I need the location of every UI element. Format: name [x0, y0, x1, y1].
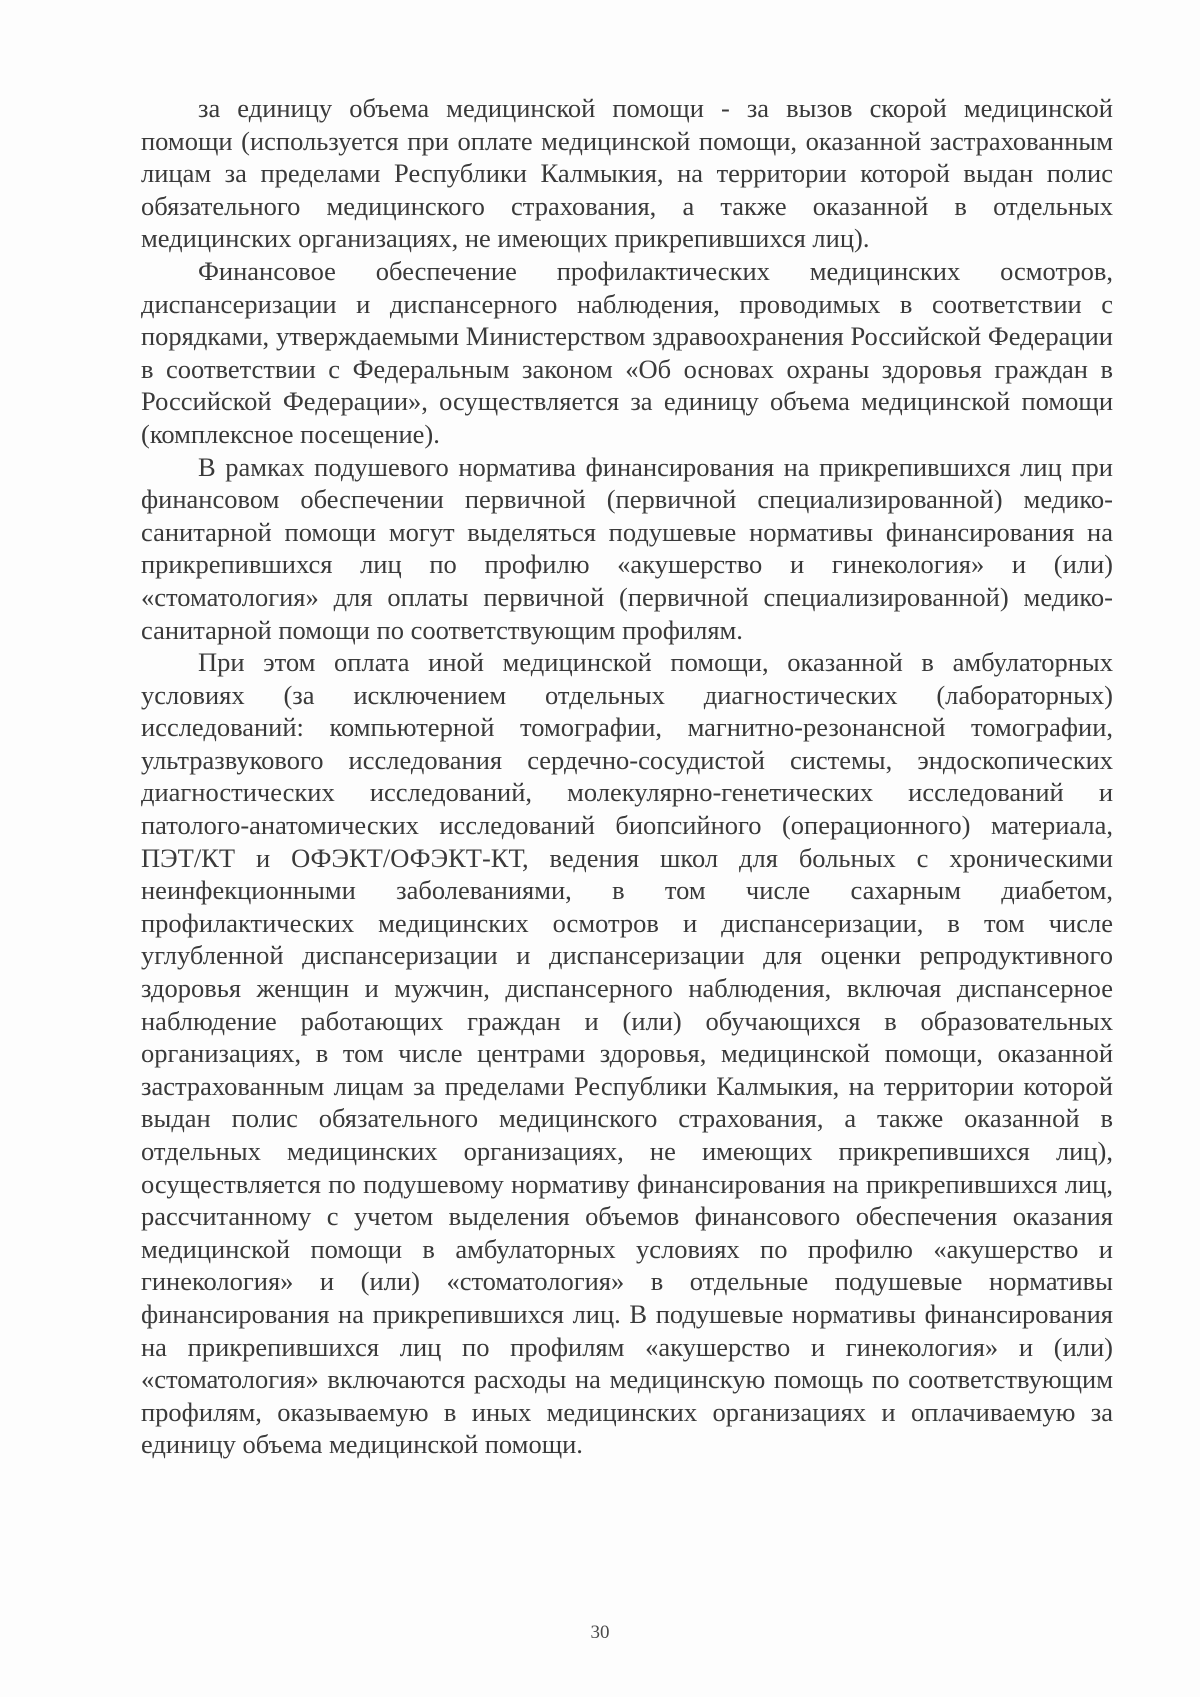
- paragraph-continuation: за единицу объема медицинской помощи - за вызов скорой медицинской помощи (используется при оплате медицинской помощи, оказанной застрахованным лицам за пределами Республики Калмыкия, на территории которой выдан полис обязательного медицинского страхования, а также оказанной в отдельных медицинских организациях, не имеющих прикрепившихся лиц).: [141, 93, 1113, 254]
- paragraph-preventive-exams: Финансовое обеспечение профилактических медицинских осмотров, диспансеризации и диспансерного наблюдения, проводимых в соответствии с порядками, утверждаемыми Министерством здравоохранения Российской Федерации в соответствии с Федеральным законом «Об основах охраны здоровья граждан в Российской Федерации», осуществляется за единицу объема медицинской помощи (комплексное посещение).: [141, 255, 1113, 449]
- page-number: 30: [590, 1622, 610, 1643]
- paragraph-per-capita-standard: В рамках подушевого норматива финансирования на прикрепившихся лиц при финансовом обеспечении первичной (первичной специализированной) медико-санитарной помощи могут выделяться подушевые нормативы финансирования на прикрепившихся лиц по профилю «акушерство и гинекология» и (или) «стоматология» для оплаты первичной (первичной специализированной) медико-санитарной помощи по соответствующим профилям.: [141, 451, 1113, 645]
- body-text: [141, 92, 1113, 1461]
- paragraph-outpatient-payment: При этом оплата иной медицинской помощи, оказанной в амбулаторных условиях (за исключением отдельных диагностических (лабораторных) исследований: компьютерной томографии, магнитно-резонансной томографии, ультразвукового исследования сердечно-сосудистой системы, эндоскопических диагностических исследований, молекулярно-генетических исследований и патолого-анатомических исследований биопсийного (операционного) материала, ПЭТ/КТ и ОФЭКТ/ОФЭКТ-КТ, ведения школ для больных с хроническими неинфекционными заболеваниями, в том числе сахарным диабетом, профилактических медицинских осмотров и диспансеризации, в том числе углубленной диспансеризации и диспансеризации для оценки репродуктивного здоровья женщин и мужчин, диспансерного наблюдения, включая диспансерное наблюдение работающих граждан и (или) обучающихся в образовательных организациях, в том числе центрами здоровья, медицинской помощи, оказанной застрахованным лицам за пределами Республики Калмыкия, на территории которой выдан полис обязательного медицинского страхования, а также оказанной в отдельных медицинских организациях, не имеющих прикрепившихся лиц), осуществляется по подушевому нормативу финансирования на прикрепившихся лиц, рассчитанному с учетом выделения объемов финансового обеспечения оказания медицинской помощи в амбулаторных условиях по профилю «акушерство и гинекология» и (или) «стоматология» в отдельные подушевые нормативы финансирования на прикрепившихся лиц. В подушевые нормативы финансирования на прикрепившихся лиц по профилям «акушерство и гинекология» и (или) «стоматология» включаются расходы на медицинскую помощь по соответствующим профилям, оказываемую в иных медицинских организациях и оплачиваемую за единицу объема медицинской помощи.: [141, 647, 1113, 1460]
